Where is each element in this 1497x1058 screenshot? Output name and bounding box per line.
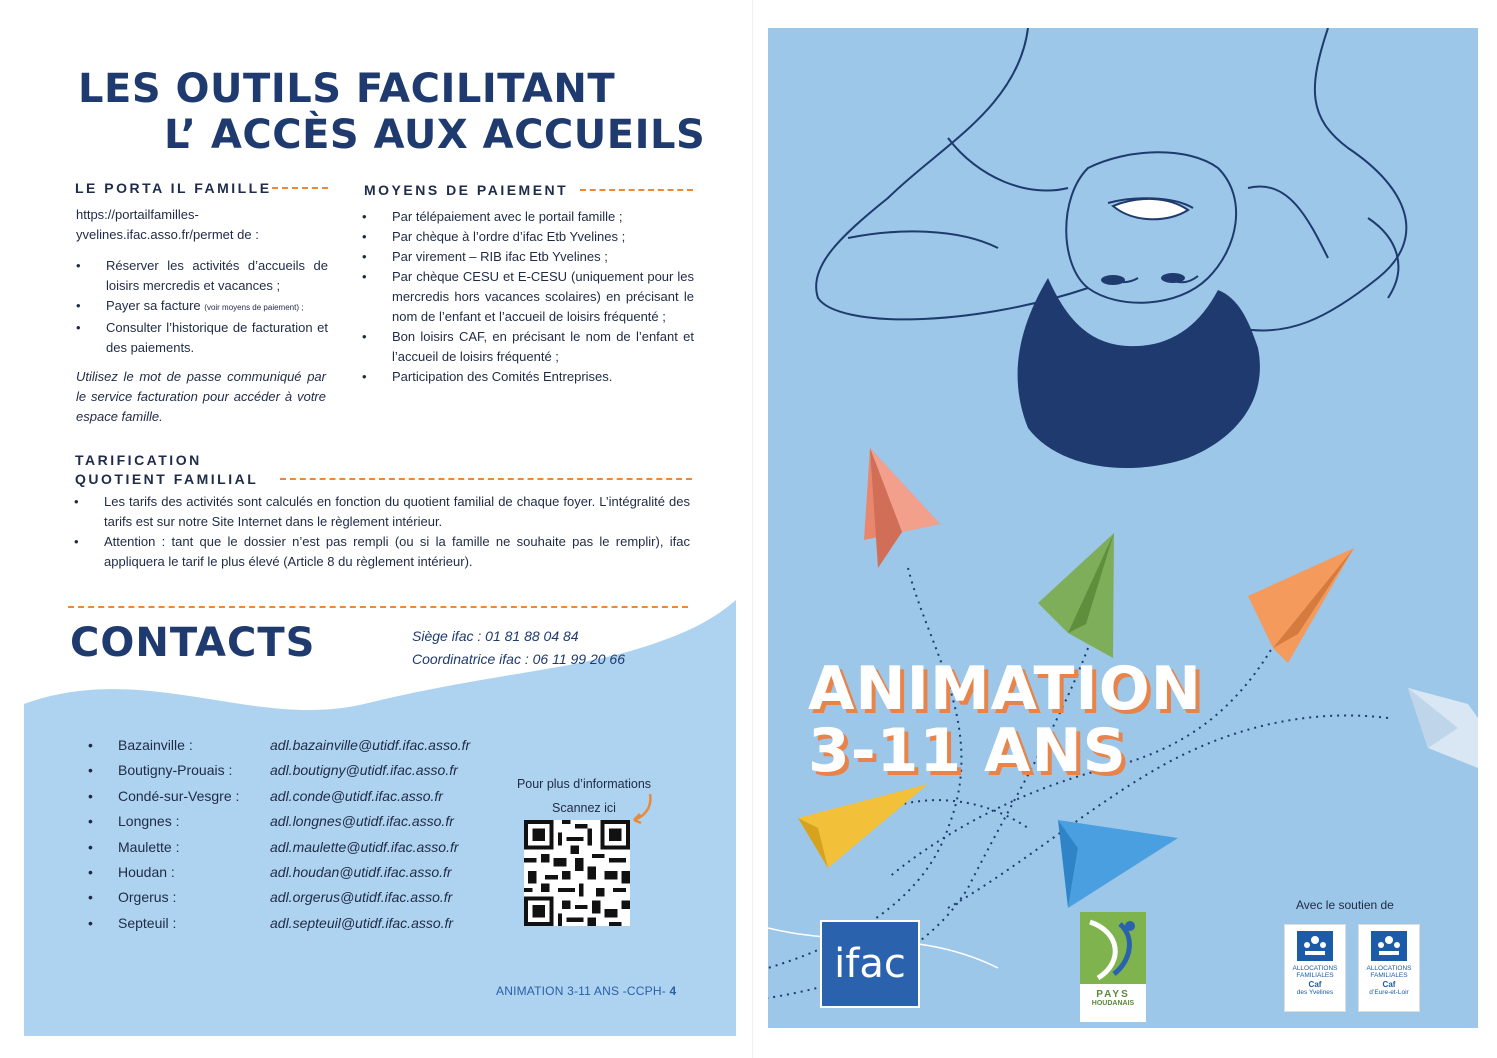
portail-url-line-2: yvelines.ifac.asso.fr/permet de : bbox=[76, 227, 259, 242]
email-link[interactable]: adl.boutigny@utidf.ifac.asso.fr bbox=[270, 762, 458, 779]
list-item: • Houdan : adl.houdan@utidf.ifac.asso.fr bbox=[88, 860, 470, 885]
cover-illustration bbox=[768, 28, 1478, 1028]
list-item: • Réserver les activités d’accueils de loisirs mercredis et vacances ; bbox=[76, 256, 328, 296]
tarif-heading-line-2: QUOTIENT FAMILIAL bbox=[75, 471, 259, 487]
list-item: • Payer sa facture (voir moyens de paiement) ; bbox=[76, 296, 328, 318]
siege-phone[interactable]: Siège ifac : 01 81 88 04 84 bbox=[412, 628, 579, 644]
list-item: • Maulette : adl.maulette@utidf.ifac.asso.fr bbox=[88, 835, 470, 860]
email-link[interactable]: adl.septeuil@utidf.ifac.asso.fr bbox=[270, 914, 454, 931]
cover-title-line-1: ANIMATION bbox=[808, 654, 1202, 724]
list-item: • Par télépaiement avec le portail famille ; bbox=[362, 207, 694, 227]
qr-caption-line-2: Scannez ici bbox=[552, 801, 616, 815]
email-link[interactable]: adl.longnes@utidf.ifac.asso.fr bbox=[270, 813, 454, 830]
pays-houdanais-icon bbox=[1080, 912, 1146, 984]
list-item: • Condé-sur-Vesgre : adl.conde@utidf.ifac.asso.fr bbox=[88, 784, 470, 809]
tarif-heading-line-1: TARIFICATION bbox=[75, 452, 202, 468]
arrow-icon bbox=[628, 792, 658, 826]
title-line-2: L’ ACCÈS AUX ACCUEILS bbox=[164, 112, 706, 158]
tarif-list bbox=[74, 492, 690, 572]
page-margin bbox=[1478, 0, 1497, 1058]
portail-url bbox=[76, 205, 336, 245]
email-link[interactable]: adl.conde@utidf.ifac.asso.fr bbox=[270, 787, 443, 804]
page-footer bbox=[496, 984, 676, 998]
left-page bbox=[0, 0, 740, 1058]
coordinatrice-phone[interactable]: Coordinatrice ifac : 06 11 99 20 66 bbox=[412, 651, 625, 667]
paiement-heading: MOYENS DE PAIEMENT bbox=[364, 182, 569, 198]
tarif-dash bbox=[280, 478, 692, 480]
fold-line bbox=[752, 0, 753, 1058]
list-item: • Orgerus : adl.orgerus@utidf.ifac.asso.fr bbox=[88, 885, 470, 910]
paiement-list bbox=[362, 207, 694, 387]
title-line-1: LES OUTILS FACILITANT bbox=[78, 66, 616, 112]
list-item: • Septeuil : adl.septeuil@utidf.ifac.asso.fr bbox=[88, 911, 470, 936]
qr-code[interactable] bbox=[524, 820, 630, 926]
page-number: 4 bbox=[669, 984, 677, 998]
soutien-label: Avec le soutien de bbox=[1296, 898, 1394, 912]
portail-url-line-1[interactable]: https://portailfamilles- bbox=[76, 207, 199, 222]
list-item: • Par chèque à l’ordre d’ifac Etb Yvelines ; bbox=[362, 227, 694, 247]
caf-eure-et-loir-logo: ALLOCATIONS FAMILIALES Caf d’Eure-et-Loir bbox=[1358, 924, 1420, 1012]
contacts-phones bbox=[412, 625, 625, 671]
ifac-logo: ifac bbox=[820, 920, 920, 1008]
portail-note: Utilisez le mot de passe communiqué par le service facturation pour accéder à votre espace famille. bbox=[76, 369, 326, 424]
list-item: • Participation des Comités Entreprises. bbox=[362, 367, 694, 387]
cover-title bbox=[808, 654, 1202, 786]
list-item: • Bon loisirs CAF, en précisant le nom de l’enfant et l’accueil de loisirs fréquenté ; bbox=[362, 327, 694, 367]
contact-list bbox=[88, 733, 470, 936]
portail-dash bbox=[272, 187, 328, 189]
list-item: • Attention : tant que le dossier n’est pas rempli (ou si la famille ne souhaite pas le remplir), ifac appliquera le tarif le plus élevé (Article 8 du règlement intérieur). bbox=[74, 532, 690, 572]
list-item: • Longnes : adl.longnes@utidf.ifac.asso.fr bbox=[88, 809, 470, 834]
list-item: • Boutigny-Prouais : adl.boutigny@utidf.ifac.asso.fr bbox=[88, 758, 470, 783]
portail-heading: LE PORTA IL FAMILLE bbox=[75, 180, 272, 196]
qr-caption-line-1: Pour plus d’informations bbox=[516, 777, 652, 791]
footer-text: ANIMATION 3-11 ANS -CCPH- bbox=[496, 984, 666, 998]
cover-page bbox=[768, 28, 1478, 1028]
caf-icon bbox=[1371, 931, 1407, 961]
houdanais-label: HOUDANAIS bbox=[1091, 1000, 1135, 1007]
tarif-heading bbox=[75, 451, 258, 489]
list-item: • Par virement – RIB ifac Etb Yvelines ; bbox=[362, 247, 694, 267]
page-title bbox=[78, 66, 705, 158]
cover-title-line-2: 3-11 ANS bbox=[808, 716, 1127, 786]
list-item: • Bazainville : adl.bazainville@utidf.ifac.asso.fr bbox=[88, 733, 470, 758]
pays-houdanais-logo bbox=[1080, 912, 1146, 1022]
list-item: • Consulter l’historique de facturation et des paiements. bbox=[76, 318, 328, 358]
payer-note: (voir moyens de paiement) ; bbox=[204, 303, 304, 312]
list-item: • Par chèque CESU et E-CESU (uniquement pour les mercredis hors vacances scolaires) en précisant le nom de l’enfant et l’accueil de loisirs fréquenté ; bbox=[362, 267, 694, 327]
contacts-heading: CONTACTS bbox=[70, 620, 316, 666]
portail-list bbox=[76, 256, 328, 358]
email-link[interactable]: adl.orgerus@utidf.ifac.asso.fr bbox=[270, 889, 453, 906]
email-link[interactable]: adl.bazainville@utidf.ifac.asso.fr bbox=[270, 737, 471, 753]
caf-yvelines-logo: ALLOCATIONS FAMILIALES Caf des Yvelines bbox=[1284, 924, 1346, 1012]
email-link[interactable]: adl.maulette@utidf.ifac.asso.fr bbox=[270, 838, 459, 855]
pays-label: PAYS bbox=[1096, 989, 1130, 1000]
email-link[interactable]: adl.houdan@utidf.ifac.asso.fr bbox=[270, 864, 452, 881]
paiement-dash bbox=[580, 189, 693, 191]
list-item: • Les tarifs des activités sont calculés en fonction du quotient familial de chaque foyer. L’intégralité des tarifs est sur notre Site Internet dans le règlement intérieur. bbox=[74, 492, 690, 532]
caf-icon bbox=[1297, 931, 1333, 961]
